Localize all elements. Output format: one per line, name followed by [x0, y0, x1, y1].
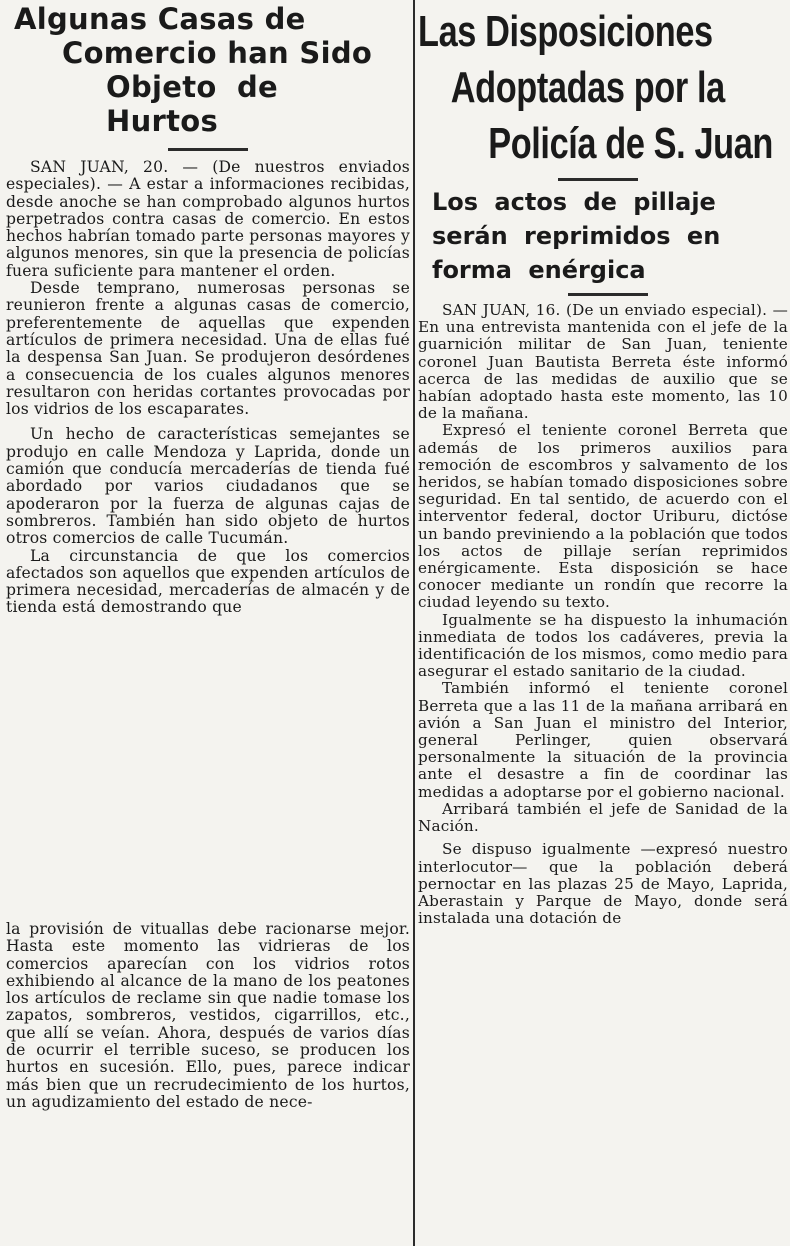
headline-rule	[558, 178, 638, 181]
article-paragraph: Se dispuso igualmente —expresó nuestro interlocutor— que la población deberá pernoctar en las plazas 25 de Mayo, Laprida, Aberastain y Parque de Mayo, donde será instalada una dotación de	[418, 840, 788, 928]
article-paragraph: Desde temprano, numerosas personas se reunieron frente a algunas casas de comercio, preferentemente de aquellas que expenden artículos de primera necesidad. Una de ellas fué la despensa San Juan. Se produjeron desórdenes a consecuencia de los cuales algunos menores resultaron con heridas cortantes provocadas por los vidrios de los escaparates.	[6, 279, 410, 419]
left-headline	[6, 2, 410, 138]
column-divider	[413, 0, 415, 1246]
article-paragraph: Igualmente se ha dispuesto la inhumación inmediata de todos los cadáveres, previa la identificación de los mismos, como medio para asegurar el estado sanitario de la ciudad.	[418, 610, 788, 681]
article-paragraph: SAN JUAN, 20. — (De nuestros enviados especiales). — A estar a informaciones recibidas, desde anoche se han comprobado algunos hurtos perpetrados contra casas de comercio. En estos hechos habrían tomado parte personas mayores y algunos menores, sin que la presencia de policías fuera suficiente para mantener el orden.	[6, 158, 410, 280]
article-paragraph: SAN JUAN, 16. (De un enviado especial). — En una entrevista mantenida con el jefe de la guarnición militar de San Juan, teniente coronel Juan Bautista Berreta éste informó acerca de las medidas de auxilio que se habían adoptado hasta este momento, las 10 de la mañana.	[418, 301, 788, 423]
left-article-body-continued	[6, 921, 410, 1111]
right-headline	[418, 4, 785, 172]
subhead-line: serán reprimidos en	[432, 222, 721, 250]
left-headline-line: Objeto de Hurtos	[106, 70, 279, 138]
right-subheadline	[432, 185, 788, 287]
headline-rule	[168, 148, 248, 151]
subhead-line: Los actos de pillaje	[432, 188, 716, 216]
right-headline-line: Las Disposiciones	[418, 7, 713, 56]
right-article	[418, 0, 788, 927]
subhead-rule	[568, 293, 648, 296]
article-paragraph: Un hecho de características semejantes se produjo en calle Mendoza y Laprida, donde un camión que conducía mercaderías de tienda fué abordado por varios ciudadanos que se apoderaron por la fuerza de algunas cajas de sombreros. También han sido objeto de hurtos otros comercios de calle Tucumán.	[6, 425, 410, 548]
article-paragraph: Expresó el teniente coronel Berreta que además de los primeros auxilios para remoción de escombros y salvamento de los heridos, se habían tomado disposiciones sobre seguridad. En tal sentido, de acuerdo con el interventor federal, doctor Uriburu, dictóse un bando previniendo a la población que todos los actos de pillaje serían reprimidos enérgicamente. Esta disposición se hace conocer mediante un rondín que recorre la ciudad leyendo su texto.	[418, 421, 788, 612]
article-paragraph: La circunstancia de que los comercios afectados son aquellos que expenden artículos de primera necesidad, mercaderías de almacén y de tienda está demostrando que	[6, 546, 410, 617]
left-headline-line: Comercio han Sido	[62, 36, 373, 70]
left-article-body-top	[6, 159, 410, 617]
article-paragraph: También informó el teniente coronel Berreta que a las 11 de la mañana arribará en avión a San Juan el ministro del Interior, general Perlinger, quien observará personalmente la situación de la provincia ante el desastre a fin de coordinar las medidas a adoptarse por el gobierno nacional.	[418, 679, 788, 801]
right-article-body	[418, 302, 788, 927]
right-headline-line: Policía de S. Juan	[488, 119, 774, 168]
right-headline-line: Adoptadas por la	[450, 63, 725, 112]
left-article	[6, 0, 410, 617]
article-paragraph: Arribará también el jefe de Sanidad de la Nación.	[418, 799, 788, 836]
article-paragraph: la provisión de vituallas debe racionarse mejor. Hasta este momento las vidrieras de los comercios aparecían con los vidrios rotos exhibiendo al alcance de la mano de los peatones los artículos de reclame sin que nadie tomase los zapatos, sombreros, vestidos, cigarrillos, etc., que allí se veían. Ahora, después de varios días de ocurrir el terrible suceso, se producen los hurtos en sucesión. Ello, pues, parece indicar más bien que un recrudecimiento de los hurtos, un agudizamiento del estado de nece-	[6, 920, 410, 1111]
subhead-line: forma enérgica	[432, 256, 646, 284]
left-headline-line: Algunas Casas de	[14, 2, 306, 36]
